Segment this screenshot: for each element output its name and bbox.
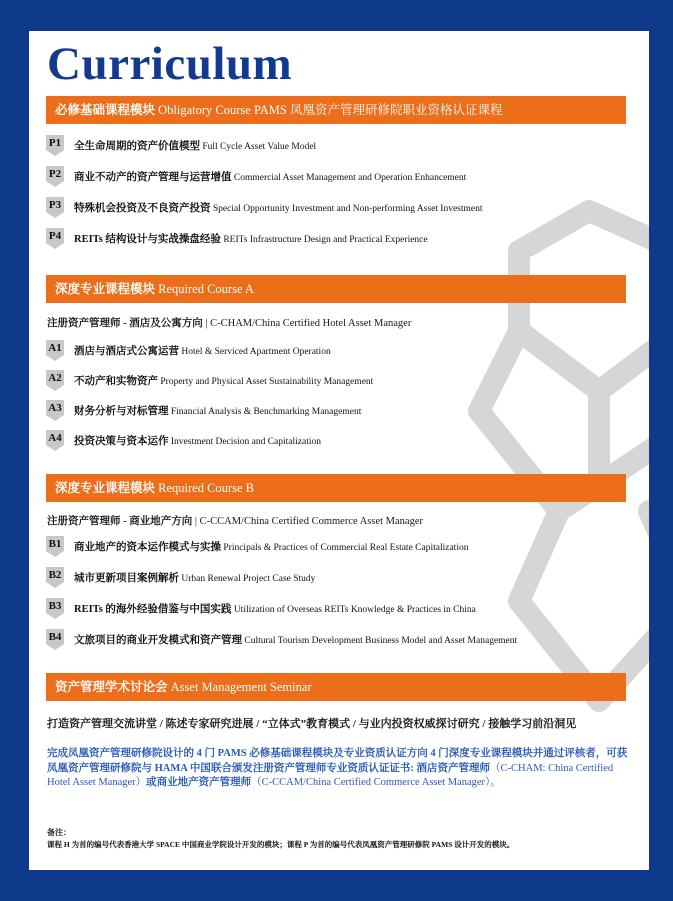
course-title-en: Hotel & Serviced Apartment Operation	[179, 347, 331, 357]
seminar-description: 打造资产管理交流讲堂 / 陈述专家研究进展 / “立体式”教育模式 / 与业内投资权威探讨研究 / 接触学习前沿洞见	[47, 718, 577, 730]
note-title: 备注：	[47, 828, 71, 837]
course-title-cn: 全生命周期的资产价值模型	[74, 141, 200, 152]
course-title-en: Full Cycle Asset Value Model	[200, 142, 317, 152]
course-code-badge: P3	[46, 197, 64, 219]
course-title-cn: 财务分析与对标管理	[74, 406, 169, 417]
course-title-cn: 商业地产的资本运作模式与实操	[74, 542, 221, 553]
course-title-cn: 投资决策与资本运作	[74, 436, 169, 447]
course-code-badge: B1	[46, 536, 64, 558]
completion-statement: 完成凤凰资产管理研修院设计的 4 门 PAMS 必修基础课程模块及专业资质认证方向 4 门深度专业课程模块并通过评核者，可获凤凰资产管理研修院与 HAMA 中国联合颁发注册资产管理师专业资质认证证书: 酒店资产管理师（C-CHAM: China Certified Hotel Asset Manager）或商业地产资产管理师（C-CCAM/China Certified Commerce Asset Manager）。	[47, 748, 628, 788]
course-title-en: Special Opportunity Investment and Non-performing Asset Investment	[210, 204, 483, 214]
course-title-cn: 城市更新项目案例解析	[74, 573, 179, 584]
section-header-en: Required Course A	[155, 282, 254, 296]
course-code-badge: B3	[46, 598, 64, 620]
section-header-cn: 必修基础课程模块	[55, 103, 156, 117]
course-title-cn: 文旅项目的商业开发模式和资产管理	[74, 635, 242, 646]
course-code-badge: A3	[46, 400, 64, 422]
course-title-cn: 不动产和实物资产	[74, 376, 158, 387]
course-title-cn: 商业不动产的资产管理与运营增值	[74, 172, 232, 183]
course-title-cn: 特殊机会投资及不良资产投资	[74, 203, 211, 214]
section-header-en: Asset Management Seminar	[167, 680, 312, 694]
course-title-en: Utilization of Overseas REITs Knowledge & Practices in China	[231, 605, 476, 615]
course-title-en: Commercial Asset Management and Operation Enhancement	[231, 173, 467, 183]
course-code-badge: A1	[46, 340, 64, 362]
course-code-badge: P4	[46, 228, 64, 250]
course-title-cn: 酒店与酒店式公寓运营	[74, 346, 179, 357]
course-title-cn: REITs 的海外经验借鉴与中国实践	[74, 604, 232, 615]
track-label-commerce: 注册资产管理师 - 商业地产方向 | C-CCAM/China Certified Commerce Asset Manager	[47, 516, 423, 527]
note-body: 课程 H 为首的编号代表香港大学 SPACE 中国商业学院设计开发的模块；课程 P 为首的编号代表凤凰资产管理研修院 PAMS 设计开发的模块。	[47, 840, 515, 849]
section-header-cn: 深度专业课程模块	[55, 282, 156, 296]
track-label-hotel: 注册资产管理师 - 酒店及公寓方向 | C-CHAM/China Certified Hotel Asset Manager	[47, 318, 412, 329]
section-header-obligatory	[46, 96, 626, 124]
section-header-cn: 资产管理学术讨论会	[55, 680, 168, 694]
course-code-badge: A4	[46, 430, 64, 452]
course-code-badge: B2	[46, 567, 64, 589]
course-code-badge: B4	[46, 629, 64, 651]
course-title-en: Urban Renewal Project Case Study	[179, 574, 316, 584]
course-code-badge: P1	[46, 135, 64, 157]
course-title-cn: REITs 结构设计与实战操盘经验	[74, 234, 221, 245]
course-code-badge: P2	[46, 166, 64, 188]
course-title-en: Principals & Practices of Commercial Real Estate Capitalization	[221, 543, 469, 553]
section-header-seminar	[46, 673, 626, 701]
course-title-en: Financial Analysis & Benchmarking Management	[168, 407, 362, 417]
course-code-badge: A2	[46, 370, 64, 392]
course-title-en: Property and Physical Asset Sustainability Management	[158, 377, 374, 387]
course-title-en: Investment Decision and Capitalization	[168, 437, 321, 447]
section-header-en: Required Course B	[155, 481, 254, 495]
section-header-cn: 深度专业课程模块	[55, 481, 156, 495]
section-header-en: Obligatory Course PAMS 凤凰资产管理研修院职业资格认证课程	[155, 103, 503, 117]
section-header-required-b	[46, 474, 626, 502]
course-title-en: Cultural Tourism Development Business Model and Asset Management	[242, 636, 518, 646]
course-title-en: REITs Infrastructure Design and Practical Experience	[220, 235, 428, 245]
section-header-required-a	[46, 275, 626, 303]
curriculum-page	[29, 31, 649, 870]
page-title: Curriculum	[47, 38, 293, 90]
